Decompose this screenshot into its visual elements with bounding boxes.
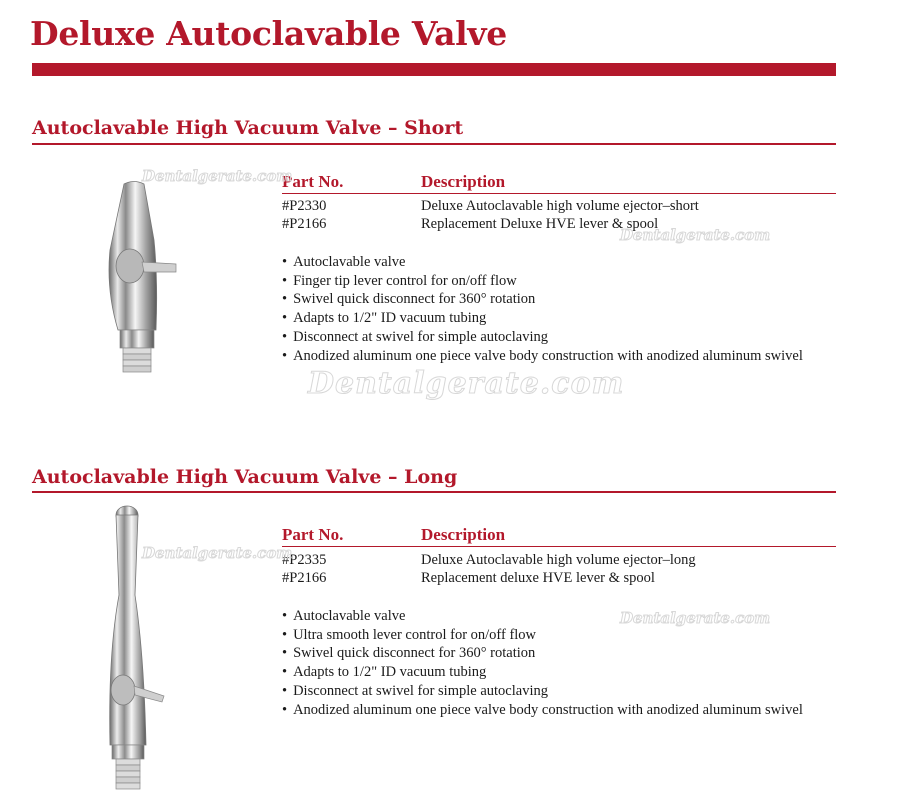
- feature-item: • Autoclavable valve: [282, 607, 803, 626]
- part-number: #P2166: [282, 216, 327, 232]
- feature-item: • Disconnect at swivel for simple autoclaving: [282, 682, 803, 701]
- part-number: #P2166: [282, 570, 327, 586]
- part-description: Deluxe Autoclavable high volume ejector–short: [421, 198, 699, 214]
- title-bar: [32, 63, 836, 76]
- feature-item: • Anodized aluminum one piece valve body construction with anodized aluminum swivel: [282, 347, 803, 366]
- section-rule-short: [32, 143, 836, 145]
- watermark: Dentalgerate.com: [308, 366, 625, 401]
- watermark: Dentalgerate.com: [142, 544, 293, 562]
- section-title-short: Autoclavable High Vacuum Valve – Short: [32, 117, 464, 139]
- column-header-description: Description: [421, 172, 506, 191]
- column-header-description: Description: [421, 525, 506, 544]
- page-title: Deluxe Autoclavable Valve: [30, 14, 507, 53]
- part-description: Deluxe Autoclavable high volume ejector–long: [421, 552, 696, 568]
- watermark: Dentalgerate.com: [620, 226, 771, 244]
- feature-item: • Swivel quick disconnect for 360° rotation: [282, 290, 803, 309]
- feature-item: • Disconnect at swivel for simple autoclaving: [282, 328, 803, 347]
- part-description: Replacement Deluxe HVE lever & spool: [421, 216, 659, 232]
- feature-item: • Autoclavable valve: [282, 253, 803, 272]
- watermark: Dentalgerate.com: [620, 609, 771, 627]
- part-description: Replacement deluxe HVE lever & spool: [421, 570, 655, 586]
- column-header-part: Part No.: [282, 525, 344, 544]
- section-title-long: Autoclavable High Vacuum Valve – Long: [32, 466, 458, 488]
- section-rule-long: [32, 491, 836, 493]
- part-number: #P2330: [282, 198, 327, 214]
- feature-item: • Finger tip lever control for on/off flow: [282, 272, 803, 291]
- feature-list-short: [282, 253, 803, 365]
- watermark: Dentalgerate.com: [142, 167, 293, 185]
- short-valve-image: [98, 180, 188, 380]
- feature-item: • Swivel quick disconnect for 360° rotation: [282, 644, 803, 663]
- column-header-part: Part No.: [282, 172, 344, 191]
- feature-item: • Ultra smooth lever control for on/off flow: [282, 626, 803, 645]
- feature-item: • Adapts to 1/2" ID vacuum tubing: [282, 309, 803, 328]
- feature-item: • Anodized aluminum one piece valve body construction with anodized aluminum swivel: [282, 701, 803, 720]
- table-header-rule: [282, 546, 836, 547]
- table-header-rule: [282, 193, 836, 194]
- part-number: #P2335: [282, 552, 327, 568]
- feature-item: • Adapts to 1/2" ID vacuum tubing: [282, 663, 803, 682]
